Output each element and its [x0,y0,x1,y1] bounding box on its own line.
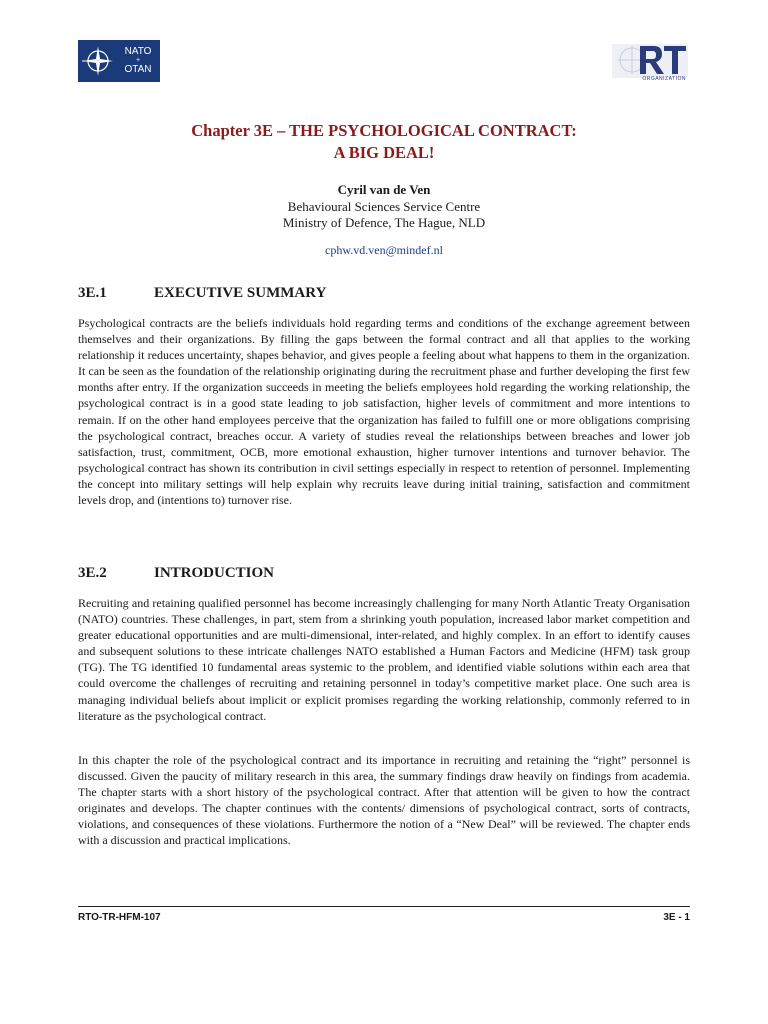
footer-report-id: RTO-TR-HFM-107 [78,912,161,923]
nato-compass-star-icon [78,40,118,82]
author-name: Cyril van de Ven [337,182,431,197]
section-title: INTRODUCTION [154,565,275,581]
section-number: 3E.1 [78,285,107,301]
section-title: EXECUTIVE SUMMARY [154,285,327,301]
author-affiliation-1: Behavioural Sciences Service Centre [287,199,481,214]
footer-page-number: 3E - 1 [663,912,690,923]
introduction-paragraph-2: In this chapter the role of the psychological contract and its importance in recruiting and retaining the “right” personnel is discussed. Given the paucity of military research in this area, the summary findings draw heavily on findings from academia. The chapter starts with a short history of the psychological contract. After that attention will be given to how the contract originates and develops. The chapter continues with the contents/ dimensions of psychological contract, sorts of contracts, violations, and consequences of these violations. Furthermore the notion of a “New Deal” will be reviewed. The chapter ends with a discussion and practical implications. [78,753,690,848]
introduction-paragraph-1: Recruiting and retaining qualified personnel has become increasingly challenging for many North Atlantic Treaty Organisation (NATO) countries. These challenges, in part, stem from a shrinking youth population, increased labor market competition and greater educational opportunities and are multi-dimensional, inter-related, and highly complex. In an effort to identify causes and subsequent solutions to these intricate challenges NATO established a Human Factors and Medicine (HFM) task group (TG). The TG identified 10 fundamental areas systemic to the problem, and identified viable solutions within each area that could overcome the challenges of recruiting and retaining personnel in today’s competitive market place. One such area is managing individual beliefs about implicit or explicit promises regarding the working relationship, commonly referred to in literature as the psychological contract. [78,596,690,723]
chapter-title-line-1: Chapter 3E – THE PSYCHOLOGICAL CONTRACT: [191,121,577,140]
section-heading-executive-summary [78,285,326,302]
nato-otan-wordmark [118,40,158,82]
footer-divider [78,906,690,907]
chapter-title-line-2: A BIG DEAL! [333,143,435,162]
otan-word: OTAN [124,64,152,75]
executive-summary-paragraph: Psychological contracts are the beliefs individuals hold regarding terms and conditions of the exchange agreement between themselves and their organizations. By filling the gaps between the formal contract and all that applies to the working relationship it reduces uncertainty, shapes behavior, and gives people a feeling about what happens to them in the organization. It can be seen as the foundation of the relationship originating during the recruitment phase and further developing the first few months after entry. If the organization succeeds in meeting the beliefs employees hold regarding the working relationship, the psychological contract is in a good state leading to job satisfaction, higher levels of commitment and more intentions to remain. If on the other hand employees perceive that the organization has failed to fulfill one or more obligations comprising the psychological contract, breaches occur. A variety of studies reveal the relationships between breaches and lower job satisfaction, trust, commitment, OCB, more emotional exhaustion, higher turnover intentions and turnover behavior. The psychological contract has shown its contribution in civil settings especially in respect to retention of personnel. Implementing the concept into military settings will help explain why recruits leave during initial training, satisfaction and commitment levels drop, and (intentions to) turnover rise. [78,316,690,508]
author-affiliation-2: Ministry of Defence, The Hague, NLD [282,215,486,230]
section-heading-introduction [78,565,274,582]
nato-word: NATO [124,46,152,57]
nato-separator: + [135,57,141,64]
section-number: 3E.2 [78,565,107,581]
rto-organization-label: ORGANIZATION [642,76,686,82]
nato-otan-logo [78,40,160,82]
author-email-link[interactable]: cphw.vd.ven@mindef.nl [325,243,443,257]
rto-logo [610,40,690,82]
rto-emblem-icon [610,40,690,80]
